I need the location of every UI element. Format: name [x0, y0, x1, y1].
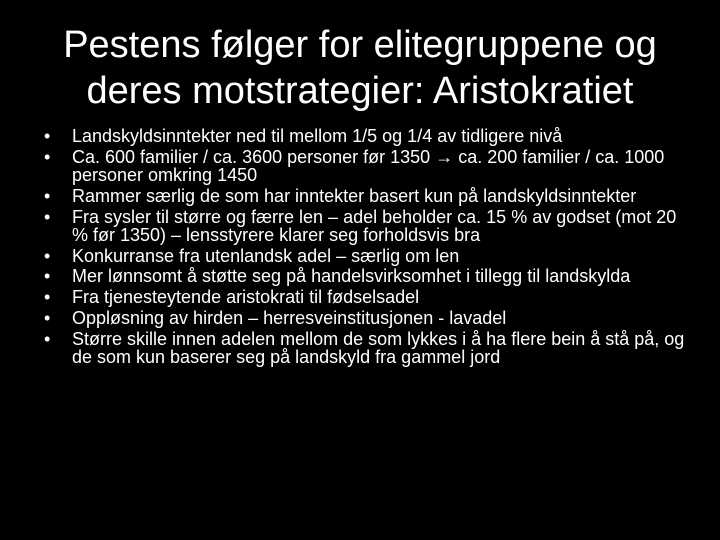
bullet-text: Oppløsning av hirden – herresveinstitusjonen - lavadel	[72, 307, 507, 328]
bullet-list	[44, 127, 694, 369]
bullet-item	[44, 208, 694, 245]
bullet-item	[44, 148, 694, 185]
bullet-text: Rammer særlig de som har inntekter basert kun på landskyldsinntekter	[72, 185, 637, 206]
bullet-text: Fra tjenesteytende aristokrati til fødselsadel	[72, 287, 420, 308]
bullet-icon: •	[44, 146, 51, 167]
bullet-icon: •	[44, 185, 51, 206]
bullet-icon: •	[44, 206, 51, 227]
bullet-item	[44, 309, 694, 328]
bullet-text: Mer lønnsomt å støtte seg på handelsvirksomhet i tillegg til landskylda	[72, 266, 631, 287]
bullet-icon: •	[44, 266, 51, 287]
bullet-text: Konkurranse fra utenlandsk adel – særlig om len	[72, 245, 460, 266]
title-line-2: deres motstrategier: Aristokratiet	[86, 70, 634, 112]
bullet-text: Landskyldsinntekter ned til mellom 1/5 og 1/4 av tidligere nivå	[72, 126, 563, 146]
bullet-icon: •	[44, 126, 51, 146]
bullet-item	[44, 288, 694, 307]
bullet-icon: •	[44, 328, 51, 349]
bullet-item	[44, 267, 694, 286]
title-line-1: Pestens følger for elitegruppene og	[63, 24, 657, 66]
bullet-text: Større skille innen adelen mellom de som lykkes i å ha flere bein å stå på, og de som kun baserer seg på landskyld fra gammel jord	[72, 328, 685, 367]
bullet-icon: •	[44, 307, 51, 328]
bullet-item	[44, 247, 694, 266]
bullet-item	[44, 127, 694, 146]
bullet-item	[44, 330, 694, 367]
bullet-icon: •	[44, 287, 51, 308]
bullet-item	[44, 187, 694, 206]
bullet-icon: •	[44, 245, 51, 266]
bullet-text: Ca. 600 familier / ca. 3600 personer før 1350 → ca. 200 familier / ca. 1000 personer omkring 1450	[72, 146, 665, 186]
slide-title	[30, 22, 690, 114]
bullet-text: Fra sysler til større og færre len – adel beholder ca. 15 % av godset (mot 20 % før 1350) – lensstyrere klarer seg forholdsvis bra	[72, 206, 677, 246]
